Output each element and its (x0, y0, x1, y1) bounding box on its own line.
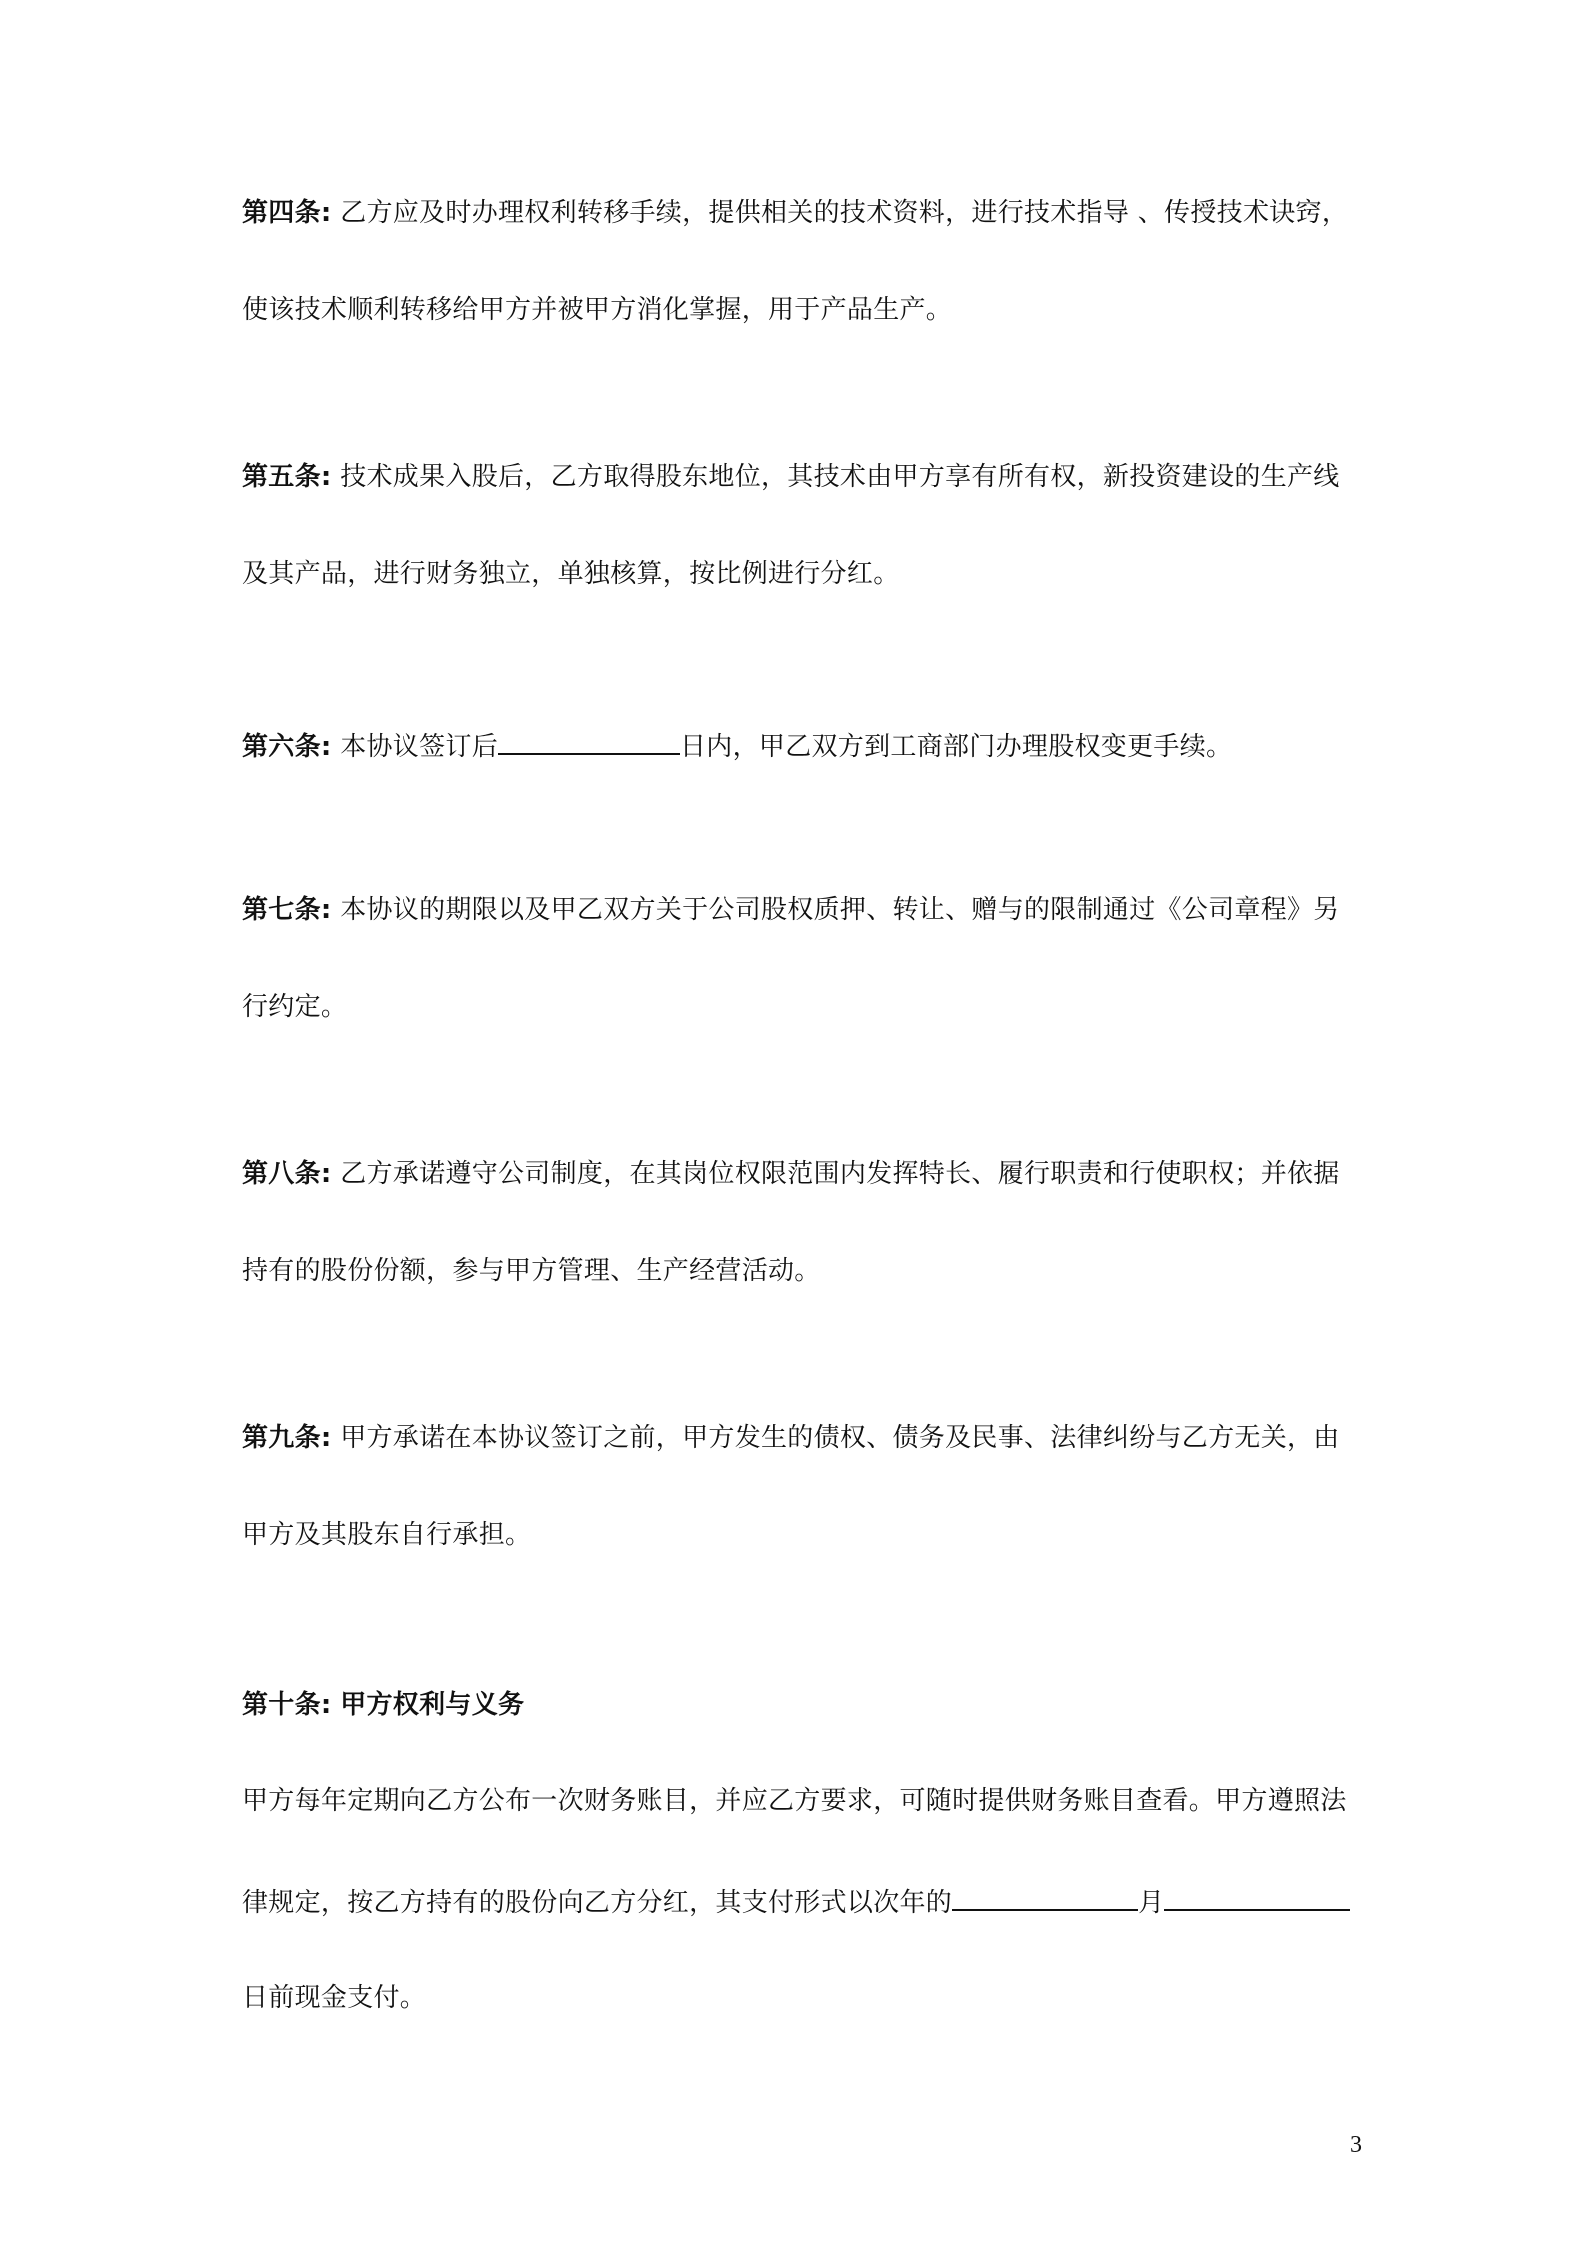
article-8-text-1: 乙方承诺遵守公司制度，在其岗位权限范围内发挥特长、履行职责和行使职权；并依据 (340, 1159, 1340, 1189)
article-10-month-blank[interactable] (952, 1883, 1138, 1911)
article-5-line-2 (242, 557, 1362, 591)
article-10-month-label: 月 (1138, 1888, 1165, 1918)
article-10-text-3: 日前现金支付。 (242, 1983, 427, 2013)
article-9-line-1 (242, 1421, 1362, 1455)
article-4-label: 第四条: (242, 198, 332, 228)
article-5-line-1 (242, 460, 1362, 494)
article-5-text-1: 技术成果入股后，乙方取得股东地位，其技术由甲方享有所有权，新投资建设的生产线 (340, 462, 1340, 492)
article-7-label: 第七条: (242, 895, 332, 925)
article-7-text-2: 行约定。 (242, 992, 348, 1022)
article-7-line-2 (242, 990, 1362, 1024)
article-10-heading-text: 甲方权利与义务 (340, 1690, 525, 1720)
article-6-line-1 (242, 727, 1362, 764)
article-9-line-2 (242, 1518, 1362, 1552)
page-number: 3 (1350, 2132, 1362, 2158)
article-6-text-after: 日内，甲乙双方到工商部门办理股权变更手续。 (680, 732, 1233, 762)
article-8-line-2 (242, 1254, 1362, 1288)
article-8-label: 第八条: (242, 1159, 332, 1189)
article-5-label: 第五条: (242, 462, 332, 492)
article-7-text-1: 本协议的期限以及甲乙双方关于公司股权质押、转让、赠与的限制通过《公司章程》另 (340, 895, 1340, 925)
article-7-line-1 (242, 893, 1362, 927)
article-10-line-2 (242, 1883, 1362, 1920)
article-4-text-2: 使该技术顺利转移给甲方并被甲方消化掌握，用于产品生产。 (242, 295, 953, 325)
article-6-label: 第六条: (242, 732, 332, 762)
article-10-text-2: 律规定，按乙方持有的股份向乙方分红，其支付形式以次年的 (242, 1888, 953, 1918)
article-10-text-1: 甲方每年定期向乙方公布一次财务账目，并应乙方要求，可随时提供财务账目查看。甲方遵照法 (242, 1786, 1347, 1816)
article-6-text-before: 本协议签订后 (340, 732, 498, 762)
article-8-line-1 (242, 1157, 1362, 1191)
article-5-text-2: 及其产品，进行财务独立，单独核算，按比例进行分红。 (242, 559, 900, 589)
article-6-days-blank[interactable] (498, 727, 680, 755)
article-9-label: 第九条: (242, 1423, 332, 1453)
article-10-line-3 (242, 1981, 1362, 2015)
article-10-line-1 (242, 1784, 1362, 1818)
article-9-text-2: 甲方及其股东自行承担。 (242, 1520, 532, 1550)
article-8-text-2: 持有的股份份额，参与甲方管理、生产经营活动。 (242, 1256, 821, 1286)
article-10-day-blank[interactable] (1164, 1883, 1350, 1911)
article-9-text-1: 甲方承诺在本协议签订之前，甲方发生的债权、债务及民事、法律纠纷与乙方无关，由 (340, 1423, 1340, 1453)
article-4-line-1 (242, 196, 1362, 230)
article-4-line-2 (242, 293, 1362, 327)
article-10-heading (242, 1688, 1362, 1722)
article-4-text-1: 乙方应及时办理权利转移手续，提供相关的技术资料，进行技术指导 、传授技术诀窍， (340, 198, 1349, 228)
article-10-label: 第十条: (242, 1690, 332, 1720)
